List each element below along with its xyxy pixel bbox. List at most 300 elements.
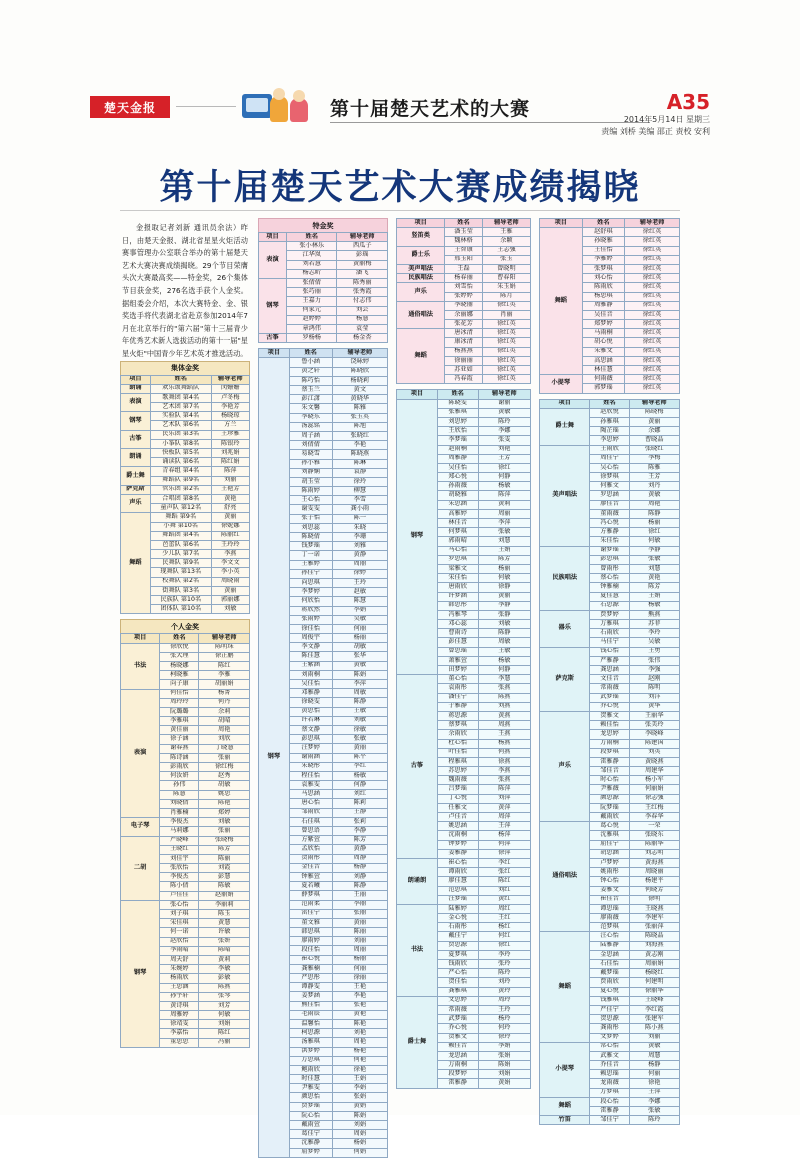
table-cell: 王红: [478, 914, 530, 923]
table-cell: 刘玲: [478, 978, 530, 987]
table-cell: 张晓红: [629, 445, 679, 454]
table-cell: 张梦琪: [582, 264, 625, 273]
table-cell: 黄敏: [629, 491, 679, 500]
column-header: 项目: [540, 219, 583, 228]
table-cell: 陈小倩: [160, 882, 199, 891]
results-table-tejinjiang: [258, 218, 388, 343]
category-cell: 通俗唱法: [540, 822, 590, 932]
table-cell: 任雅文: [437, 803, 478, 812]
table-cell: 徐红英: [482, 356, 530, 365]
table-cell: 刘丽: [332, 937, 387, 946]
column-header: 姓名: [150, 375, 211, 384]
table-cell: 周敏: [332, 689, 387, 698]
table-cell: 曾雨彤: [590, 564, 629, 573]
lead-paragraph: 金报取记者刘新 通讯员余法）昨日，由楚天金报、湖北省星星火炬活动赛事管理办公室联合举办的第十届楚天艺术大赛决赛成绩揭晓。29个节目荣膺头次大赛最高奖——特金奖，26个集体节目获金奖，276名选手获个人金奖。据组委会介绍，本次大赛特金、金、银奖选手将代表湖北省赴京参加2014年7月在北京举行的"第六届"第十三届青少年优秀艺术新人选拔活动的第十一届"星星火炬"中国青少年艺术英才推选活动。: [122, 223, 248, 358]
table-cell: 张倩倩: [286, 278, 337, 287]
table-cell: 张大理: [160, 652, 199, 661]
table-row: [540, 375, 680, 384]
table-cell: 陈燕: [478, 693, 530, 702]
table-cell: 常雨薇: [437, 1005, 478, 1014]
column-header: 项目: [397, 219, 445, 228]
table-cell: 朱婉婷: [160, 965, 199, 974]
table-cell: 张敏: [478, 528, 530, 537]
table-cell: 范思琪: [437, 886, 478, 895]
table-cell: 曾思瑶: [437, 647, 478, 656]
table-cell: 丁心悦: [437, 794, 478, 803]
table-cell: 贺雅文: [437, 1033, 478, 1042]
table-cell: 徐红英: [482, 366, 530, 375]
table-row: [397, 904, 531, 913]
table-cell: 徐敏: [332, 725, 387, 734]
column-header: 姓名: [289, 349, 332, 358]
table-row: [397, 274, 531, 283]
table-cell: 苏菲: [629, 620, 679, 629]
table-cell: 贺思源: [590, 1015, 629, 1024]
table-cell: 石雨欣: [590, 629, 629, 638]
column-2: [258, 218, 388, 1163]
table-cell: 罗思琪: [437, 555, 478, 564]
table-cell: 陈慧: [332, 597, 387, 606]
table-cell: 谢梦瑶: [590, 546, 629, 555]
table-cell: 马佳宁: [590, 638, 629, 647]
table-cell: 李静: [478, 601, 530, 610]
table-cell: 杨丽: [332, 634, 387, 643]
table-row: [121, 513, 250, 522]
table-cell: 杨菁: [199, 689, 250, 698]
table-cell: 小舞 第10名: [150, 522, 211, 531]
table-cell: 杨艳: [332, 1047, 387, 1056]
table-cell: 黄艳: [332, 1010, 387, 1019]
table-cell: 徐红: [478, 463, 530, 472]
table-cell: 刘艳: [332, 1029, 387, 1038]
table-cell: 马莉娜: [160, 827, 199, 836]
table-cell: 万思琪: [289, 1056, 332, 1065]
table-cell: 刘丽: [629, 1033, 679, 1042]
table-cell: 胡晓雅: [437, 491, 478, 500]
table-cell: 诵读队 第6名: [150, 458, 211, 467]
table-cell: 姚思: [199, 790, 250, 799]
table-cell: 黄娟: [478, 1079, 530, 1088]
table-cell: 张娟: [478, 1051, 530, 1060]
table-cell: 蒋思源: [437, 711, 478, 720]
table-cell: 万雨桐: [437, 1061, 478, 1070]
table-cell: 王敏: [332, 707, 387, 716]
table-cell: 何丽: [332, 624, 387, 633]
table-cell: 陈玉: [199, 910, 250, 919]
table-cell: 文梦婷: [590, 1033, 629, 1042]
table-row: [540, 228, 680, 237]
table-cell: 卢冬梅: [211, 393, 249, 402]
table-cell: 邹佳音: [590, 767, 629, 776]
table-cell: 吴敏: [629, 638, 679, 647]
table-cell: 张建军: [629, 1015, 679, 1024]
table-cell: 何一诺: [160, 928, 199, 937]
table-cell: 吴敏: [332, 615, 387, 624]
table-cell: 徐红英: [482, 301, 530, 310]
table-cell: 陈雨欣: [582, 283, 625, 292]
table-cell: 王晓峰: [629, 996, 679, 1005]
table-cell: 刘丹: [629, 482, 679, 491]
table-cell: 赵欣怡: [160, 937, 199, 946]
table-cell: 杨晓红: [629, 969, 679, 978]
table-cell: 郭梦瑶: [582, 384, 625, 393]
table-row: [540, 610, 680, 619]
table-cell: 黄艳: [211, 494, 249, 503]
table-cell: 杨静: [332, 863, 387, 872]
table-cell: 闵姗姗: [211, 384, 249, 393]
table-cell: 王玲玲: [211, 540, 249, 549]
table-cell: 何敏: [629, 537, 679, 546]
table-cell: 卢梦婷: [590, 858, 629, 867]
table-cell: 雷雅静: [590, 757, 629, 766]
table-cell: 何艳: [332, 1056, 387, 1065]
column-header: 辅导老师: [625, 219, 680, 228]
table-cell: 陈丽华: [629, 840, 679, 849]
table-cell: 王娟: [332, 1075, 387, 1084]
table-cell: 袁雅雯: [289, 781, 332, 790]
table-cell: 杜心怡: [437, 739, 478, 748]
column-header: 姓名: [160, 634, 199, 643]
table-cell: 李萍: [332, 680, 387, 689]
table-cell: 李晓峰: [629, 730, 679, 739]
table-cell: 艺术队 第6名: [150, 421, 211, 430]
table-cell: 金心悦: [437, 914, 478, 923]
table-cell: 徐红英: [625, 338, 680, 347]
table-cell: 田梦婷: [437, 666, 478, 675]
table-cell: 张子怡: [289, 514, 332, 523]
table-cell: 徐丽华: [629, 987, 679, 996]
table-cell: 陈红娟: [211, 458, 249, 467]
table-caption: 集体金奖: [120, 361, 250, 375]
table-cell: 温馨怡: [289, 1019, 332, 1028]
table-cell: 李红: [332, 762, 387, 771]
table-cell: 龙思涵: [437, 1051, 478, 1060]
table-cell: 赵欣悦: [590, 408, 629, 417]
table-cell: 黄之轩: [289, 367, 332, 376]
table-cell: 杨燕: [478, 739, 530, 748]
table-row: [121, 643, 250, 652]
table-cell: 熊燕: [629, 610, 679, 619]
table-cell: 张心怡: [160, 900, 199, 909]
table-cell: 何家元: [286, 306, 337, 315]
table-cell: 夏心悦: [590, 987, 629, 996]
table-cell: 雷雅静: [437, 1079, 478, 1088]
table-cell: 阮心怡: [289, 1111, 332, 1120]
table-row: [121, 900, 250, 909]
table-cell: 孟欣怡: [289, 845, 332, 854]
category-cell: 钢琴: [397, 399, 438, 675]
table-cell: 何敏: [199, 1011, 250, 1020]
table-cell: 何静: [332, 781, 387, 790]
table-cell: 朱文馨: [289, 404, 332, 413]
table-cell: 黄丽: [629, 417, 679, 426]
table-cell: 徐红英: [625, 301, 680, 310]
table-cell: 袁雨彤: [437, 684, 478, 693]
table-cell: 杨慧: [337, 315, 388, 324]
table-cell: 汪梦瑶: [437, 895, 478, 904]
table-cell: 王敏: [478, 647, 530, 656]
table-cell: 毛雨辰: [289, 1010, 332, 1019]
table-cell: 周佳宁: [590, 454, 629, 463]
table-cell: 杨敏: [478, 482, 530, 491]
table-cell: 张华: [332, 652, 387, 661]
table-cell: 余莉: [199, 707, 250, 716]
table-cell: 王丽: [332, 891, 387, 900]
table-cell: 程佳怡: [289, 771, 332, 780]
table-cell: 李玲: [478, 950, 530, 959]
table-cell: 何丽: [332, 964, 387, 973]
category-cell: 爵士舞: [540, 408, 590, 445]
table-cell: 陈芳: [199, 845, 250, 854]
column-header: 姓名: [582, 219, 625, 228]
table-cell: 民舞队 第9名: [150, 559, 211, 568]
table-cell: 郑心悦: [437, 473, 478, 482]
table-cell: 刘志明: [629, 849, 679, 858]
table-cell: 王晓燕: [629, 904, 679, 913]
category-cell: 舞蹈: [540, 228, 583, 375]
results-table: [539, 218, 680, 394]
table-cell: 陈银玲: [211, 439, 249, 448]
table-cell: 乔心悦: [437, 1024, 478, 1033]
table-cell: 刘娟: [199, 1020, 250, 1029]
category-cell: 表演: [121, 689, 160, 818]
table-cell: 钟雅楠: [590, 583, 629, 592]
table-cell: 张艳: [332, 1001, 387, 1010]
table-cell: 校舞队 第2名: [150, 577, 211, 586]
table-cell: 黄思怡: [289, 707, 332, 716]
category-cell: 声乐: [397, 283, 445, 301]
category-cell: 舞蹈: [397, 329, 445, 384]
table-cell: 李燕: [211, 550, 249, 559]
table-cell: 黄敏: [478, 408, 530, 417]
results-table: [258, 232, 388, 343]
table-cell: 王佳怡: [582, 246, 625, 255]
table-cell: 康冰清: [445, 338, 482, 347]
table-cell: 万雨桐: [590, 739, 629, 748]
table-cell: 张静: [478, 610, 530, 619]
table-cell: 戴佳宁: [437, 932, 478, 941]
table-cell: 刘红: [332, 790, 387, 799]
table-cell: 石雨彤: [437, 923, 478, 932]
table-cell: 徐子涵: [160, 735, 199, 744]
table-cell: 周建华: [629, 767, 679, 776]
table-cell: 李雅: [199, 671, 250, 680]
table-cell: 徐红英: [625, 246, 680, 255]
table-cell: 刘萍: [478, 794, 530, 803]
table-row: [121, 689, 250, 698]
table-cell: 武梦瑶: [437, 1015, 478, 1024]
table-cell: 张敏: [629, 555, 679, 564]
table-cell: 徐红英: [482, 375, 530, 384]
category-cell: 美声唱法: [540, 445, 590, 546]
table-cell: 尹雅雯: [289, 1084, 332, 1093]
table-cell: 王芳: [478, 454, 530, 463]
table-cell: 吴佳音: [582, 310, 625, 319]
table-cell: 王心怡: [289, 496, 332, 505]
table-cell: 时佳慧: [289, 1075, 332, 1084]
table-cell: 刘倩倩: [289, 441, 332, 450]
column-header: 辅导老师: [478, 390, 530, 399]
table-cell: 洪梦婷: [289, 1047, 332, 1056]
table-cell: 王萍: [478, 822, 530, 831]
table-cell: 李敏: [199, 965, 250, 974]
table-cell: 黄丽梅: [337, 260, 388, 269]
table-cell: 徐玲: [332, 477, 387, 486]
table-cell: 周慧: [629, 1051, 679, 1060]
table-cell: 钱雅琪: [590, 996, 629, 1005]
table-row: [121, 485, 250, 494]
table-cell: 韩思彤: [437, 601, 478, 610]
table-cell: 徐红英: [625, 274, 680, 283]
table-cell: 张丽: [332, 909, 387, 918]
table-cell: 杨思琪: [582, 292, 625, 301]
table-cell: 徐梦琪: [590, 473, 629, 482]
results-table-jitiquan: [120, 361, 250, 615]
table-cell: 芭蕾队 第6名: [150, 540, 211, 549]
table-row: [121, 467, 250, 476]
table-cell: 王雨欣: [590, 445, 629, 454]
table-cell: 柯晓雅: [160, 671, 199, 680]
table-cell: 文佳音: [590, 675, 629, 684]
table-cell: 李晓丽: [445, 301, 482, 310]
table-cell: 袁莹: [337, 324, 388, 333]
table-cell: 唐雨欣: [437, 583, 478, 592]
table-row: [540, 647, 680, 656]
table-cell: 钟梦婷: [437, 840, 478, 849]
table-cell: 何静: [478, 473, 530, 482]
table-cell: 汪心怡: [590, 932, 629, 941]
table-cell: 谢雨涵: [289, 753, 332, 762]
table-cell: 常雨薇: [590, 684, 629, 693]
table-cell: 陈萍: [478, 785, 530, 794]
table-cell: 朱思涵: [437, 500, 478, 509]
table-cell: 刘艳: [478, 445, 530, 454]
table-cell: 周丽: [332, 560, 387, 569]
table-cell: 刘子琪: [160, 910, 199, 919]
table-cell: 陈艳: [199, 799, 250, 808]
table-cell: 林佳音: [437, 519, 478, 528]
table-cell: 徐佳怡: [289, 624, 332, 633]
table-cell: 徐志强: [629, 794, 679, 803]
column-header: 姓名: [437, 390, 478, 399]
table-cell: 鲁小涵: [289, 358, 332, 367]
table-cell: 李娜: [629, 1097, 679, 1106]
column-header: 辅导老师: [482, 219, 530, 228]
table-cell: 周雅静: [582, 301, 625, 310]
table-cell: 常心怡: [590, 1042, 629, 1051]
table-cell: 周静: [332, 854, 387, 863]
table-cell: 小筝队 第8名: [150, 439, 211, 448]
category-cell: 小提琴: [540, 1042, 590, 1097]
table-cell: 孙伟: [160, 781, 199, 790]
table-cell: 张小林乐: [286, 242, 337, 251]
table-cell: 魏雨薇: [437, 776, 478, 785]
table-cell: 李梦婷: [289, 588, 332, 597]
table-row: [397, 301, 531, 310]
results-table: [120, 633, 250, 1047]
table-cell: 周晓丽: [629, 868, 679, 877]
table-cell: 邓心蕊: [437, 620, 478, 629]
table-cell: 黄静: [332, 551, 387, 560]
category-cell: 电子琴: [121, 818, 160, 836]
table-cell: 徐红英: [625, 264, 680, 273]
table-cell: 何丽娟: [629, 785, 679, 794]
table-row: [121, 430, 250, 439]
table-cell: 石思源: [590, 601, 629, 610]
table-cell: 陈一: [332, 514, 387, 523]
table-cell: 赵婷婷: [286, 315, 337, 324]
table-cell: 舞蹈队 第9名: [150, 476, 211, 485]
table-cell: 冯丽: [199, 1038, 250, 1047]
table-cell: 于雅静: [437, 702, 478, 711]
table-cell: 陈小燕: [629, 1024, 679, 1033]
masthead-credits: [601, 114, 710, 138]
table-cell: 蔡玉兰: [289, 386, 332, 395]
table-cell: 魏林格: [445, 237, 482, 246]
table-cell: 赖思瑶: [590, 1070, 629, 1079]
table-cell: 龙雨薇: [590, 1079, 629, 1088]
table-cell: 曹春阳: [482, 274, 530, 283]
table-cell: 苏思婷: [437, 767, 478, 776]
table-cell: 周敏: [478, 638, 530, 647]
table-cell: 刘若慧: [286, 260, 337, 269]
column-header: 项目: [121, 375, 151, 384]
category-cell: 爵士舞: [121, 467, 151, 485]
table-cell: 廖雨婷: [289, 937, 332, 946]
editor-credits: 责编 刘桥 美编 邵正 责校 安利: [601, 127, 710, 136]
table-cell: 徐婷: [332, 569, 387, 578]
table-cell: 徐萍: [478, 849, 530, 858]
table-cell: 雷佳宁: [289, 909, 332, 918]
table-cell: 张美玲: [629, 721, 679, 730]
category-cell: 竹笛: [540, 1116, 590, 1125]
table-cell: 张丽萍: [629, 923, 679, 932]
table-cell: 陆雅静: [590, 941, 629, 950]
table-row: [540, 1097, 680, 1106]
table-cell: 彭敏: [199, 974, 250, 983]
table-cell: 街舞队 第3名: [150, 586, 211, 595]
table-cell: 刘燕: [478, 702, 530, 711]
table-cell: 陈芳: [478, 555, 530, 564]
table-cell: 陈静: [332, 882, 387, 891]
table-cell: 龙思婷: [590, 730, 629, 739]
table-cell: 汤蕊铭: [289, 422, 332, 431]
table-cell: 陈娟: [478, 1061, 530, 1070]
table-row: [540, 546, 680, 555]
table-cell: 张雅琪: [437, 408, 478, 417]
table-row: [121, 412, 250, 421]
table-cell: 黄海燕: [629, 858, 679, 867]
table-cell: 刘英: [629, 748, 679, 757]
table-cell: 刘心怡: [582, 274, 625, 283]
table-cell: 刘佳宇: [160, 854, 199, 863]
table-cell: 高思涵: [582, 356, 625, 365]
table-cell: 冯雅琴: [437, 610, 478, 619]
table-cell: 叶佳怡: [437, 748, 478, 757]
table-cell: 李娟: [332, 606, 387, 615]
table-cell: 黄莉: [478, 500, 530, 509]
table-cell: 陈旭: [332, 422, 387, 431]
table-cell: 徐红英: [625, 283, 680, 292]
table-cell: 黄娟: [332, 1102, 387, 1111]
table-cell: 陈雨婷: [289, 487, 332, 496]
results-table-gerenjiang: [120, 619, 250, 1047]
table-cell: 徐红英: [625, 292, 680, 301]
table-cell: 韩思琪: [289, 928, 332, 937]
table-row: [397, 858, 531, 867]
table-cell: 肖雅楠: [160, 808, 199, 817]
table-cell: 邢玉阳: [445, 255, 482, 264]
